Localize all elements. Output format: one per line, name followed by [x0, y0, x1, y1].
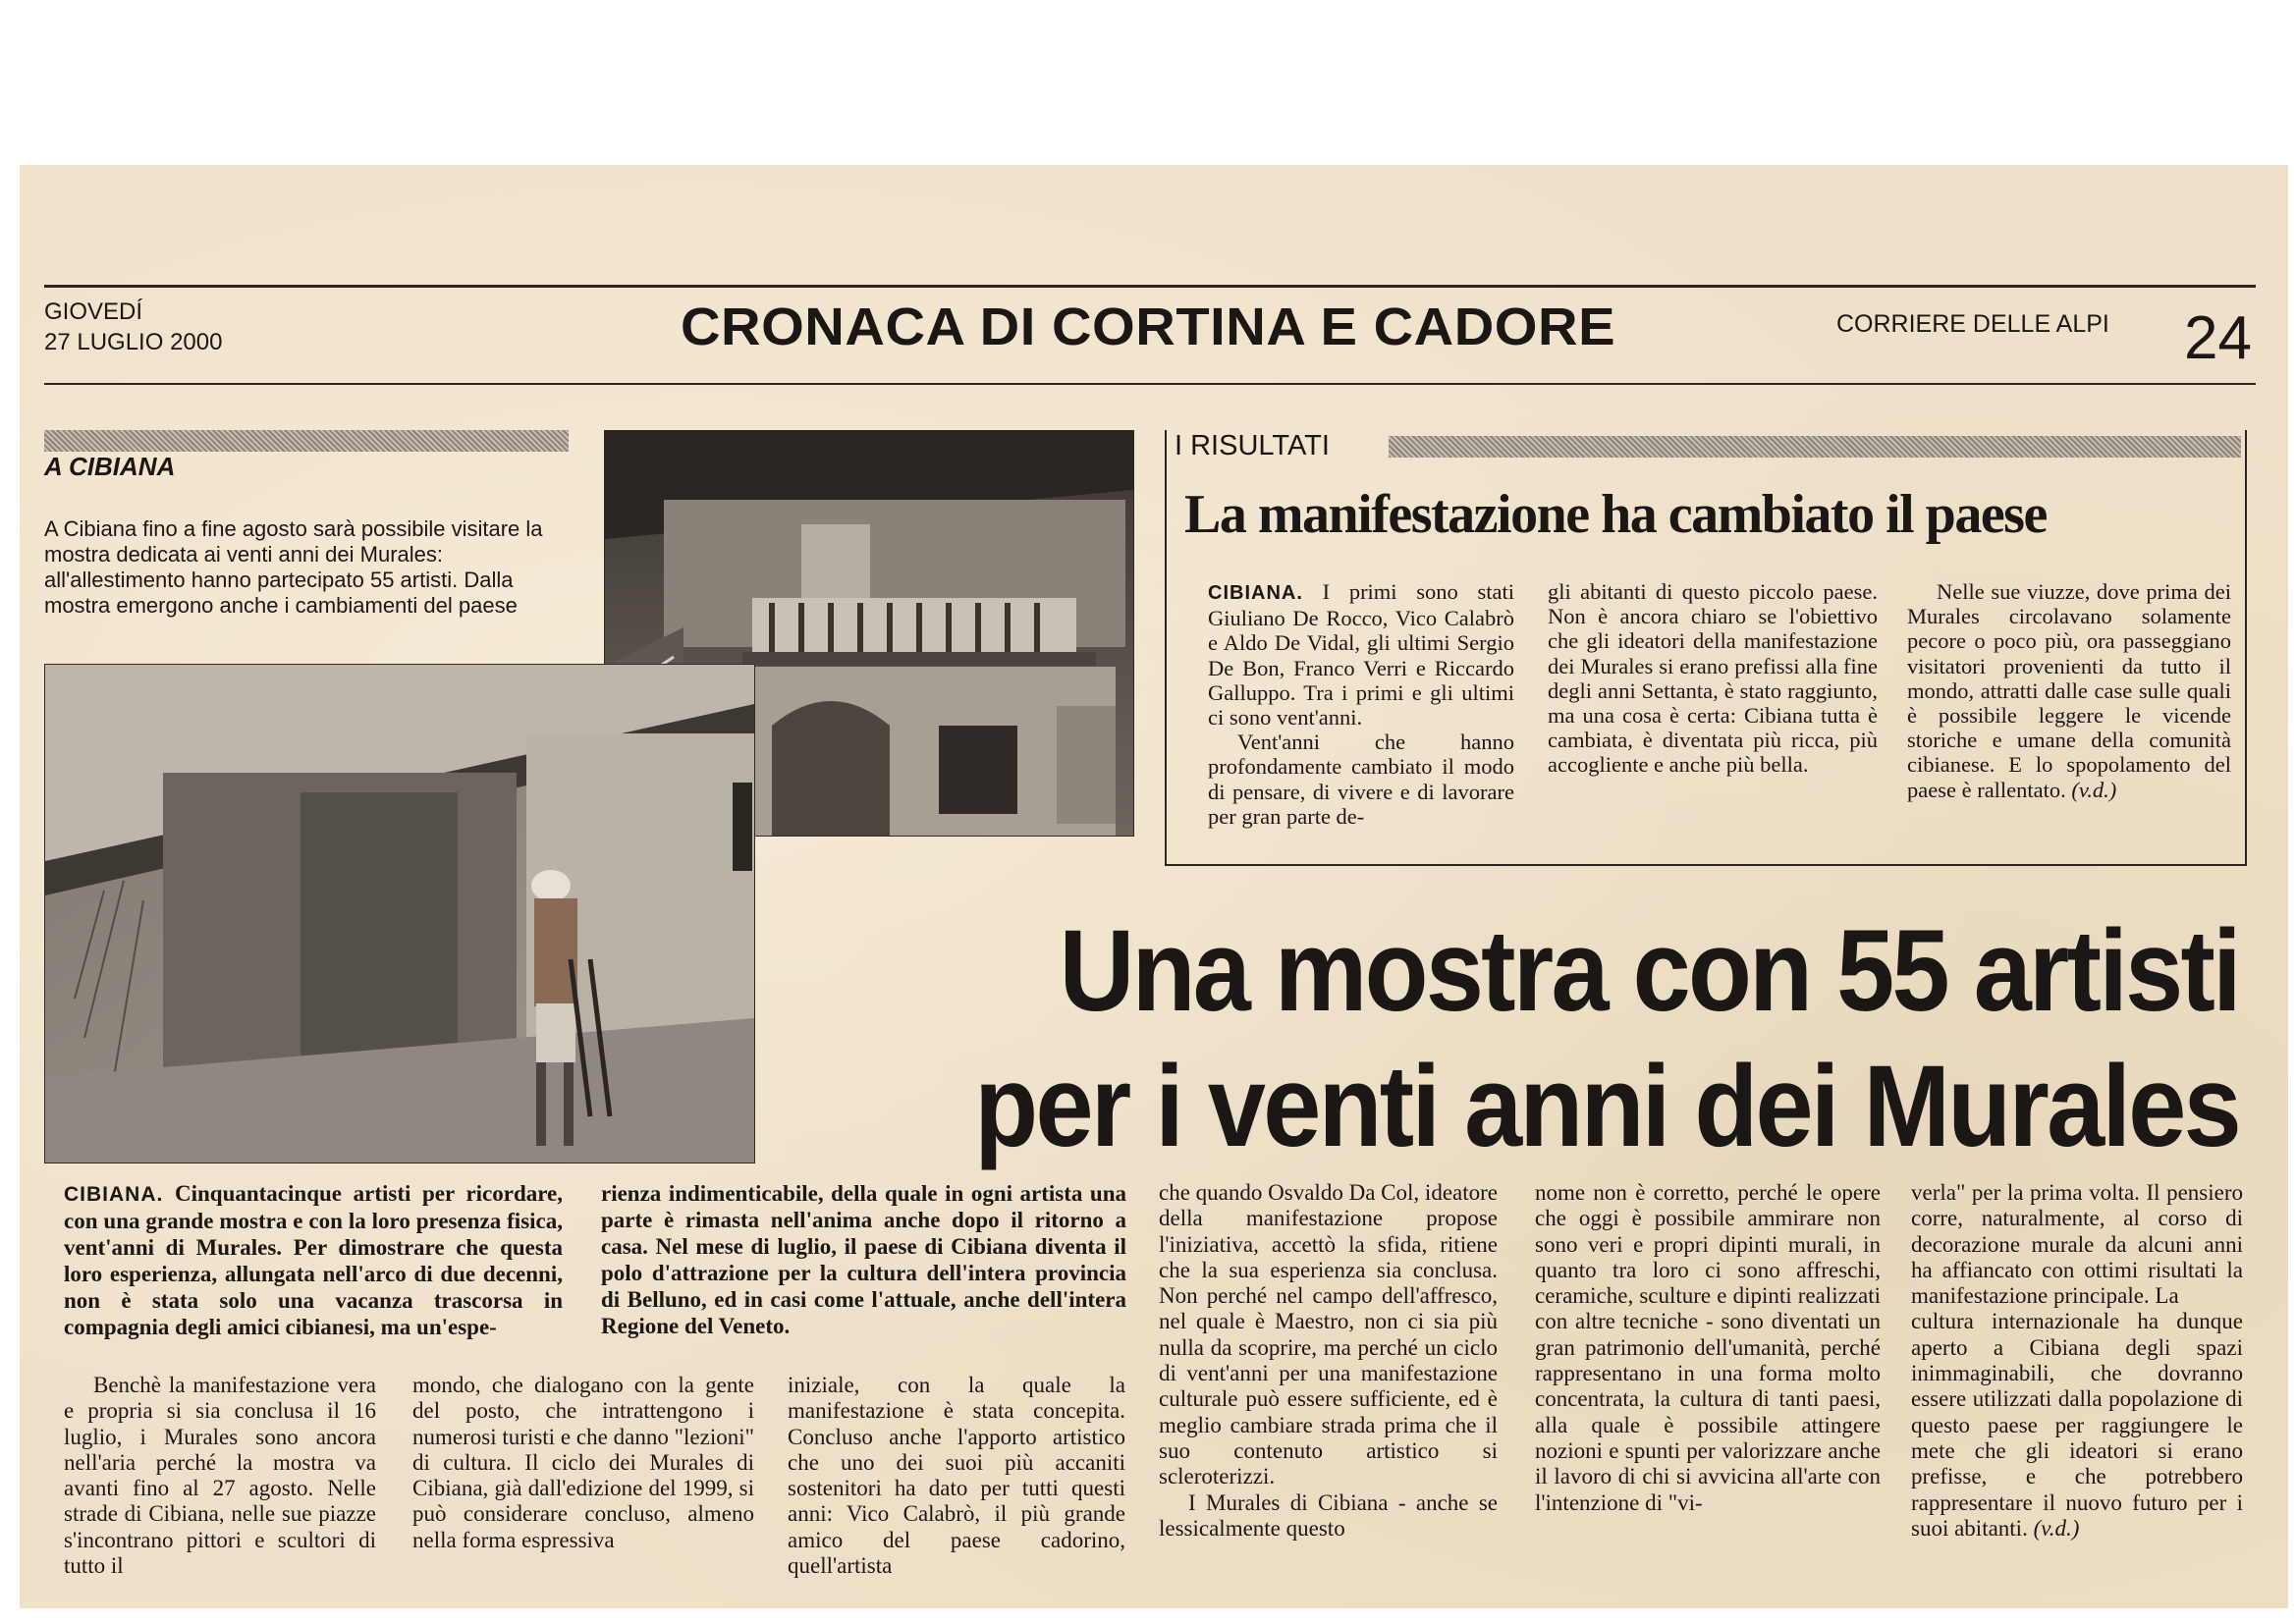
section-title: CRONACA DI CORTINA E CADORE [680, 298, 1616, 356]
article-lead-a: Cinquantacinque artisti per ricordare, con una grande mostra e con la loro presenza fisica, vent'anni di Murales. Per dimostrare che questa loro esperienza, allungata nell'arco di due decenni, non è stata solo una vacanza trascorsa in compagnia degli amici cibianesi, ma un'espe- [64, 1181, 563, 1339]
box-kicker: I RISULTATI [1175, 430, 1330, 461]
newspaper-name: CORRIERE DELLE ALPI [1836, 310, 2109, 338]
article-lead-b: rienza indimenticabile, della quale in ogni artista una parte è rimasta nell'anima anche dopo il ritorno a casa. Nel mese di luglio, il paese di Cibiana diventa il polo d'attrazione per la cultura dell'intera provincia di Belluno, ed in casi come l'attuale, anche dell'intera Regione del Veneto. [601, 1181, 1126, 1338]
article-column-2 [412, 1373, 754, 1553]
article-column-4 [1159, 1180, 1498, 1542]
box-column-1 [1208, 579, 1514, 829]
box-col1-p1: I primi sono stati Giuliano De Rocco, Vico Calabrò e Aldo De Vidal, gli ultimi Sergio De Bon, Franco Verri e Riccardo Galluppo. Tra i primi e gli ultimi ci sono vent'anni. [1208, 579, 1514, 731]
article-signature: (v.d.) [2033, 1515, 2080, 1541]
headline-line-2: per i venti anni dei Murales [974, 1042, 2239, 1171]
article-column-6 [1911, 1180, 2243, 1542]
article-col3-text: iniziale, con la quale la manifestazione è stata concepita. Concluso anche l'apporto artistico che uno dei suoi più accaniti sostenitori ha dato per tutti questi anni: Vico Calabrò, il più grande amico del paese cadorino, quell'artista [788, 1373, 1125, 1579]
article-col6-p2: cultura internazionale ha dunque aperto a Cibiana degli spazi inimmaginabili, che dovranno essere utilizzati dalla popolazione di questo paese per raggiungere le mete che gli ideatori si erano prefisse, e che potrebbero rappresentare il nuovo futuro per i suoi abitanti. [1911, 1309, 2243, 1541]
headline-line-1: Una mostra con 55 artisti [1059, 906, 2239, 1036]
box-column-3 [1907, 579, 2231, 802]
header-top-rule [44, 285, 2256, 288]
header-day: GIOVEDÍ [44, 298, 143, 325]
main-headline [949, 903, 2239, 1174]
page-number: 24 [2184, 304, 2252, 372]
box-signature: (v.d.) [2071, 777, 2117, 802]
article-col4-p1: che quando Osvaldo Da Col, ideatore della manifestazione propose l'iniziativa, accettò la sfida, ritiene che la sua esperienza sia conclusa. Non perché nel campo dell'affresco, nel quale è Maestro, non ci sia più nulla da scoprire, ma perché un ciclo di vent'anni per una manifestazione culturale può essere sufficiente, ed è meglio cambiare strada prima che il suo contenuto artistico si scleroterizzi. [1159, 1180, 1498, 1489]
article-lead-word: CIBIANA. [64, 1183, 164, 1206]
article-column-1 [64, 1373, 376, 1579]
article-col5-text: nome non è corretto, perché le opere che oggi è possibile ammirare non sono veri e propri dipinti murali, in quanto tra loro ci sono affreschi, ceramiche, sculture e dipinti realizzati con altre tecniche - sono diventati un gran patrimonio dell'umanità, perché rappresentano in una forma molto concentrata, la cultura di tanti paesi, alla quale è possibile attingere nozioni e spunti per valorizzare anche il lavoro di chi si avvicina all'arte con l'intenzione di "vi- [1535, 1180, 1881, 1515]
box-title: La manifestazione ha cambiato il paese [1184, 484, 2047, 545]
box-col1-p2: Vent'anni che hanno profondamente cambiato il modo di pensare, di vivere e di lavorare per gran parte de- [1208, 730, 1514, 829]
article-lead-1 [64, 1180, 563, 1340]
box-col2-text: gli abitanti di questo piccolo paese. Non è ancora chiaro se l'obiettivo che gli ideatori della manifestazione dei Murales si erano prefissi alla fine degli anni Settanta, è stato raggiunto, ma una cosa è certa: Cibiana tutta è cambiata, è diventata più ricca, più accogliente e anche più bella. [1548, 579, 1878, 778]
box-column-2 [1548, 579, 1878, 778]
box-kicker-rule [1389, 436, 2241, 458]
article-column-3 [788, 1373, 1125, 1579]
article-column-5 [1535, 1180, 1881, 1516]
photo-painter-mural [44, 664, 755, 1164]
mural-photo-illustration [45, 665, 754, 1163]
article-col2-text: mondo, che dialogano con la gente del posto, che intrattengono i numerosi turisti e che danno "lezioni" di cultura. Il ciclo dei Murales di Cibiana, già dall'edizione del 1999, si può considerare concluso, almeno nella forma espressiva [412, 1373, 754, 1552]
article-col4-p2: I Murales di Cibiana - anche se lessicalmente questo [1159, 1489, 1498, 1541]
sidebar-text: A Cibiana fino a fine agosto sarà possibile visitare la mostra dedicata ai venti anni dei Murales: all'allestimento hanno partecipato 55 artisti. Dalla mostra emergono anche i cambiamenti del paese [44, 516, 543, 618]
header-full-date: 27 LUGLIO 2000 [44, 329, 223, 355]
sidebar-title: A CIBIANA [44, 452, 176, 481]
sidebar-rule [44, 430, 569, 452]
box-lead-word: CIBIANA. [1208, 582, 1303, 604]
article-col1-text: Benchè la manifestazione vera e propria si sia conclusa il 16 luglio, i Murales sono ancora nell'aria perché la mostra va avanti fino al 27 agosto. Nelle strade di Cibiana, nelle sue piazze s'incontrano pittori e scultori di tutto il [64, 1373, 376, 1579]
header-bottom-rule [44, 383, 2256, 385]
box-col3-text: Nelle sue viuzze, dove prima dei Murales circolavano solamente pecore o poco più, ora passeggiano visitatori provenienti da tutto il mondo, attratti dalle case sulle quali è possibile leggere le vicende storiche e umane della comunità cibianese. E lo spopolamento del paese è rallentato. [1907, 579, 2231, 802]
article-col6-p1: verla" per la prima volta. Il pensiero corre, naturalmente, al corso di decorazione murale da alcuni anni ha affiancato con ottimi risultati la manifestazione principale. La [1911, 1180, 2243, 1309]
article-lead-2 [601, 1180, 1126, 1339]
